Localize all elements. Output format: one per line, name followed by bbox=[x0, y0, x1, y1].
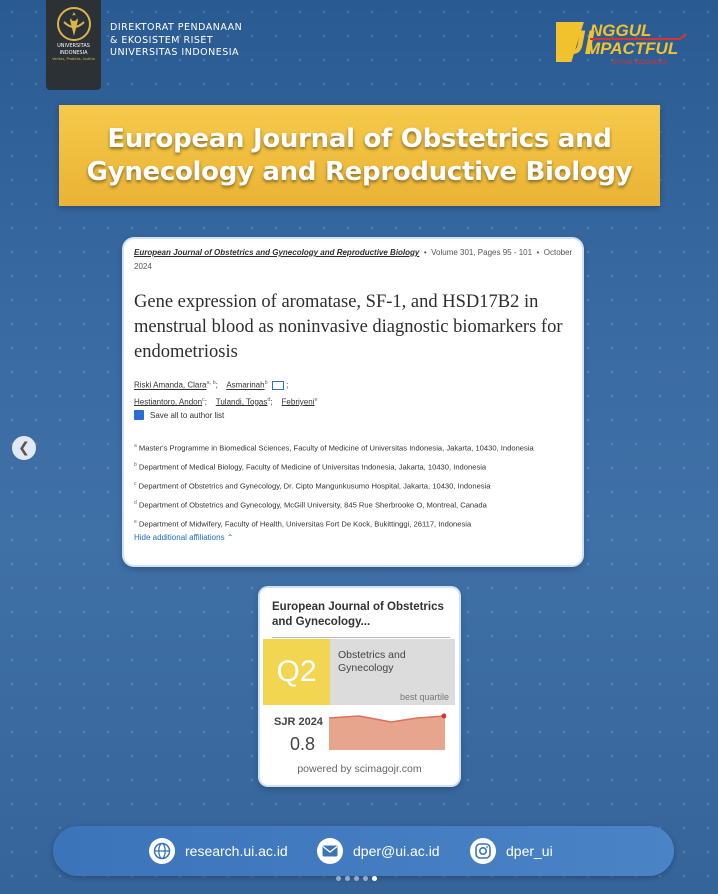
email-text: dper@ui.ac.id bbox=[353, 843, 440, 859]
banner-title-line1: European Journal of Obstetrics and bbox=[107, 123, 612, 154]
author-sup: d bbox=[267, 396, 271, 403]
affiliations bbox=[134, 440, 573, 531]
author-sup: c bbox=[202, 396, 205, 403]
carousel-dot[interactable] bbox=[345, 876, 350, 881]
powered-by-link[interactable]: powered by scimagojr.com bbox=[297, 763, 422, 775]
author-list: Riski Amanda, Clara$^{a, b}$; Asmarinah$^b$ ; Hestiantoro, Andon$^c$; Tulandi, Togas$^d$; Febriyeni$^e$ bbox=[134, 380, 318, 407]
article-card bbox=[124, 239, 582, 565]
unggul-impactful-logo bbox=[556, 12, 688, 74]
email-contact[interactable] bbox=[317, 826, 440, 876]
impactful-text: MPACTFUL bbox=[586, 39, 679, 58]
affiliation-text: Department of Obstetrics and Gynecology, Dr. Cipto Mangunkusumo Hospital, Jakarta, 10430, Indonesia bbox=[138, 481, 491, 491]
volume-info: Volume 301, Pages 95 - 101 bbox=[431, 248, 533, 257]
makara-icon bbox=[56, 6, 92, 42]
email-icon[interactable] bbox=[272, 381, 284, 390]
affiliation-item bbox=[134, 440, 573, 455]
author-sup: e bbox=[314, 396, 318, 403]
ui-initials: UI bbox=[560, 24, 594, 62]
logo-text-line2: INDONESIA bbox=[59, 50, 88, 56]
save-list-icon bbox=[134, 410, 144, 420]
instagram-text: dper_ui bbox=[506, 843, 553, 859]
affiliation-sup: d bbox=[134, 500, 137, 507]
banner-title-line2: Gynecology and Reproductive Biology bbox=[86, 156, 633, 187]
save-authors-button[interactable] bbox=[134, 410, 573, 420]
logo-tagline: Veritas, Probitas, Iustitia bbox=[52, 57, 95, 61]
sjr-value: 0.8 bbox=[290, 734, 316, 754]
journal-link[interactable]: European Journal of Obstetrics and Gynecology and Reproductive Biology bbox=[134, 248, 420, 257]
carousel-dots bbox=[336, 876, 377, 881]
hide-affiliations-link[interactable] bbox=[134, 533, 573, 542]
unggul-text: NGGUL bbox=[590, 21, 652, 40]
website-text: research.ui.ac.id bbox=[185, 843, 288, 859]
author-sup: b bbox=[264, 380, 268, 386]
affiliation-sup: b bbox=[134, 462, 137, 469]
logo-text-line1: UNIVERSITAS bbox=[57, 43, 90, 49]
globe-icon bbox=[149, 838, 175, 864]
quartile-info bbox=[330, 639, 455, 705]
best-quartile-label: best quartile bbox=[399, 692, 449, 702]
pub-month: October bbox=[543, 248, 573, 257]
affiliation-text: Department of Obstetrics and Gynecology, McGill University, 845 Rue Sherbrooke O, Montreal, Canada bbox=[138, 500, 487, 510]
instagram-icon bbox=[470, 838, 496, 864]
affiliation-text: Department of Medical Biology, Faculty of Medicine of Universitas Indonesia, Jakarta, 10430, Indonesia bbox=[138, 462, 487, 472]
directorate-line: UNIVERSITAS INDONESIA bbox=[110, 47, 240, 58]
carousel-dot[interactable] bbox=[363, 876, 368, 881]
carousel-dot-active[interactable] bbox=[372, 876, 377, 881]
article-title: Gene expression of aromatase, SF-1, and HSD17B2 in menstrual blood as noninvasive diagnostic biomarkers for endometriosis bbox=[134, 292, 563, 362]
affiliation-sup: e bbox=[134, 519, 137, 526]
hide-affiliations-label: Hide additional affiliations bbox=[134, 533, 225, 543]
contact-bar bbox=[53, 826, 674, 876]
author-link[interactable]: Tulandi, Togas bbox=[215, 397, 268, 407]
affiliation-text: Department of Midwifery, Faculty of Health, Universitas Fort De Kock, Bukittinggi, 26117, Indonesia bbox=[138, 519, 472, 529]
affiliation-sup: c bbox=[134, 481, 137, 488]
sjr-divider bbox=[272, 637, 450, 638]
instagram-contact[interactable] bbox=[470, 826, 553, 876]
pub-year: 2024 bbox=[134, 262, 152, 271]
author-link[interactable]: Asmarinah bbox=[226, 380, 265, 390]
affiliation-item bbox=[134, 478, 573, 493]
author-link[interactable]: Febriyeni bbox=[281, 397, 315, 407]
directorate-line: DIREKTORAT PENDANAAN bbox=[110, 22, 243, 33]
quartile-badge: Q2 bbox=[263, 639, 330, 705]
website-contact[interactable] bbox=[149, 826, 288, 876]
affiliation-item bbox=[134, 459, 573, 474]
envelope-icon bbox=[317, 838, 343, 864]
sjr-journal-name: European Journal of Obstetrics and Gynecology... bbox=[272, 601, 444, 628]
carousel-dot[interactable] bbox=[354, 876, 359, 881]
chevron-left-icon: ❮ bbox=[18, 440, 30, 456]
journal-title-banner bbox=[59, 105, 660, 206]
author-link[interactable]: Riski Amanda, Clara bbox=[134, 380, 207, 390]
author-link[interactable]: Hestiantoro, Andon bbox=[134, 397, 203, 407]
scimago-widget[interactable] bbox=[260, 588, 459, 785]
affiliation-item bbox=[134, 497, 573, 512]
carousel-dot[interactable] bbox=[336, 876, 341, 881]
sjr-trend-chart bbox=[329, 712, 446, 752]
affiliation-text: Master's Programme in Biomedical Sciences, Faculty of Medicine of Universitas Indonesia, Jakarta, 10430, Indonesia bbox=[138, 443, 534, 453]
article-header: European Journal of Obstetrics and Gynecology and Reproductive Biology • Volume 301, Pages 95 - 101 • October 2024 bbox=[134, 248, 573, 271]
unggul-sub: UNTUK INDONESIA bbox=[612, 60, 668, 66]
author-sup: a, b bbox=[206, 380, 216, 386]
ui-logo bbox=[46, 0, 101, 90]
sjr-year-label: SJR 2024 bbox=[274, 716, 323, 728]
affiliation-item bbox=[134, 516, 573, 531]
directorate-name bbox=[110, 22, 242, 60]
chevron-up-icon: ⌃ bbox=[226, 533, 234, 543]
quartile-category: Obstetrics and Gynecology bbox=[338, 649, 406, 674]
previous-slide-button[interactable] bbox=[12, 436, 36, 460]
directorate-line: & EKOSISTEM RISET bbox=[110, 34, 214, 46]
affiliation-sup: a bbox=[134, 443, 137, 450]
save-authors-label: Save all to author list bbox=[150, 410, 225, 420]
